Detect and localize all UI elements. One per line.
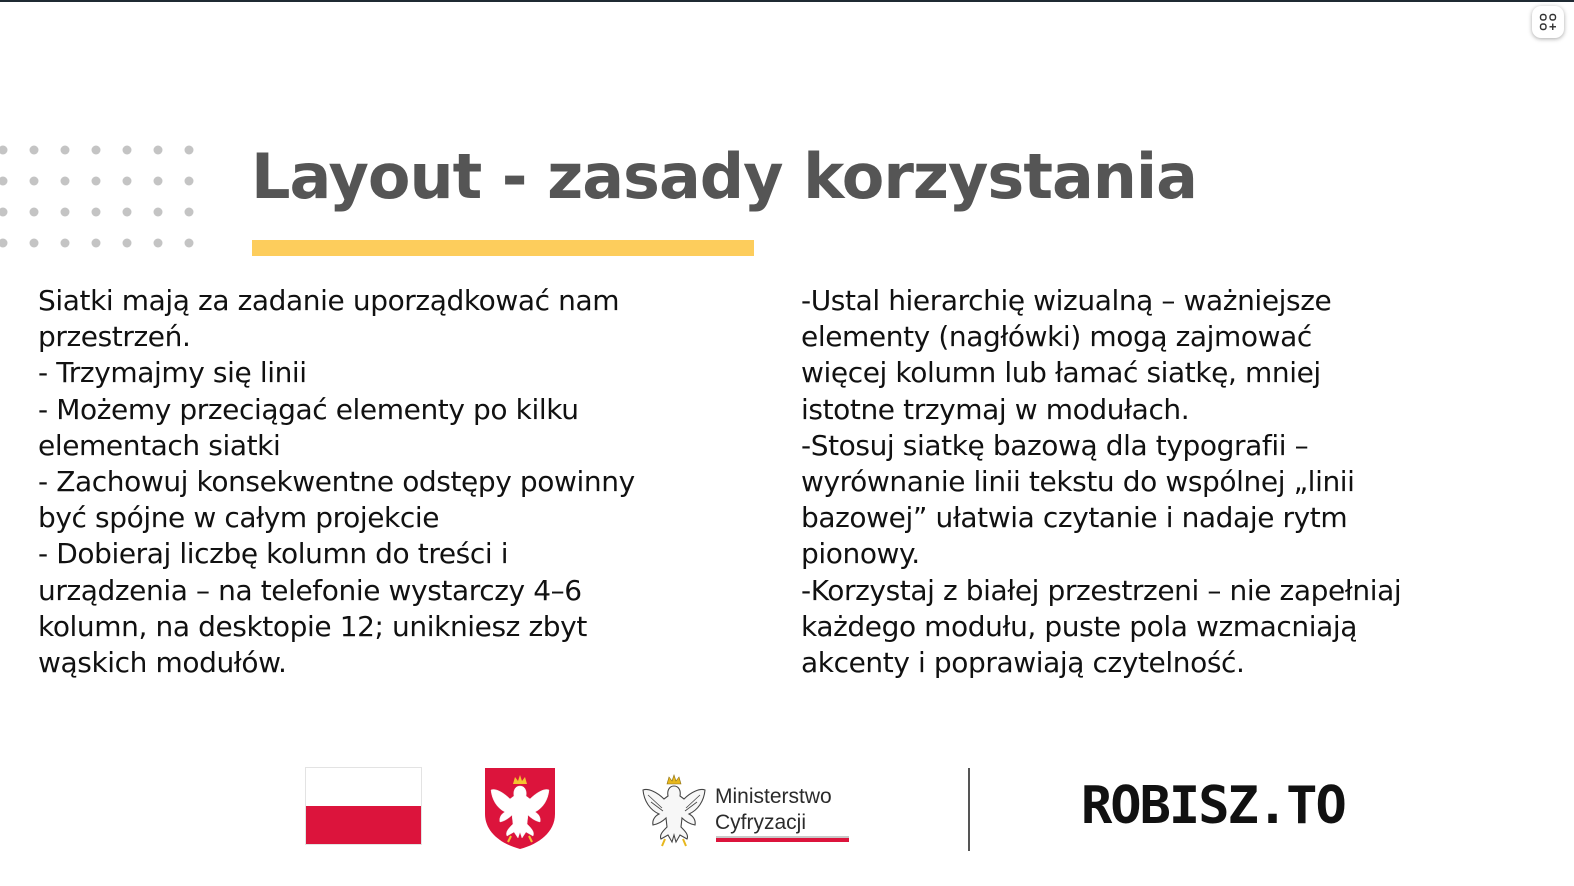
text-line: bazowej” ułatwia czytanie i nadaje rytm	[801, 501, 1348, 535]
text-line: wąskich modułów.	[38, 646, 287, 680]
ministry-name	[715, 784, 832, 836]
text-line: elementach siatki	[38, 428, 281, 462]
text-line: akcenty i poprawiają czytelność.	[801, 646, 1245, 680]
flag-white-stripe	[306, 768, 421, 806]
ministry-logo	[638, 770, 853, 850]
flag-red-stripe	[306, 806, 421, 844]
coat-of-arms-icon	[483, 766, 557, 850]
apps-add-icon	[1539, 13, 1557, 31]
decorative-dot-grid	[0, 144, 200, 254]
text-line: pionowy.	[801, 537, 920, 571]
title-accent-bar	[252, 240, 754, 256]
text-line: istotne trzymaj w modułach.	[801, 392, 1190, 426]
text-line: -Stosuj siatkę bazową dla typografii –	[801, 428, 1309, 462]
apps-add-button[interactable]	[1532, 6, 1564, 38]
text-line: wyrównanie linii tekstu do wspólnej „linii	[801, 465, 1355, 499]
text-line: -Ustal hierarchię wizualną – ważniejsze	[801, 284, 1332, 317]
footer-divider	[968, 768, 970, 851]
eagle-icon	[638, 770, 710, 848]
left-text-column	[38, 283, 635, 681]
text-line: - Zachowuj konsekwentne odstępy powinny	[38, 465, 635, 499]
text-line: Siatki mają za zadanie uporządkować nam	[38, 284, 620, 317]
text-line: - Dobieraj liczbę kolumn do treści i	[38, 537, 509, 571]
text-line: więcej kolumn lub łamać siatkę, mniej	[801, 356, 1321, 390]
footer-logos	[0, 760, 1574, 860]
polish-flag	[305, 767, 422, 845]
robisz-to-logo: ROBISZ.TO	[1081, 776, 1345, 836]
text-line: -Korzystaj z białej przestrzeni – nie zapełniaj	[801, 573, 1402, 607]
ministry-name-line1: Ministerstwo	[715, 785, 832, 808]
text-line: - Trzymajmy się linii	[38, 356, 307, 390]
text-line: urządzenia – na telefonie wystarczy 4–6	[38, 573, 582, 607]
slide-title: Layout - zasady korzystania	[251, 140, 1198, 213]
ministry-underline	[716, 836, 849, 842]
ministry-name-line2: Cyfryzacji	[715, 811, 807, 834]
text-line: być spójne w całym projekcie	[38, 501, 440, 535]
text-line: - Możemy przeciągać elementy po kilku	[38, 392, 579, 426]
text-line: przestrzeń.	[38, 320, 191, 354]
text-line: kolumn, na desktopie 12; unikniesz zbyt	[38, 609, 587, 643]
text-line: każdego modułu, puste pola wzmacniają	[801, 609, 1358, 643]
text-line: elementy (nagłówki) mogą zajmować	[801, 320, 1312, 354]
window-top-border	[0, 0, 1574, 2]
right-text-column	[801, 283, 1401, 681]
ministry-underline-red	[716, 838, 849, 842]
